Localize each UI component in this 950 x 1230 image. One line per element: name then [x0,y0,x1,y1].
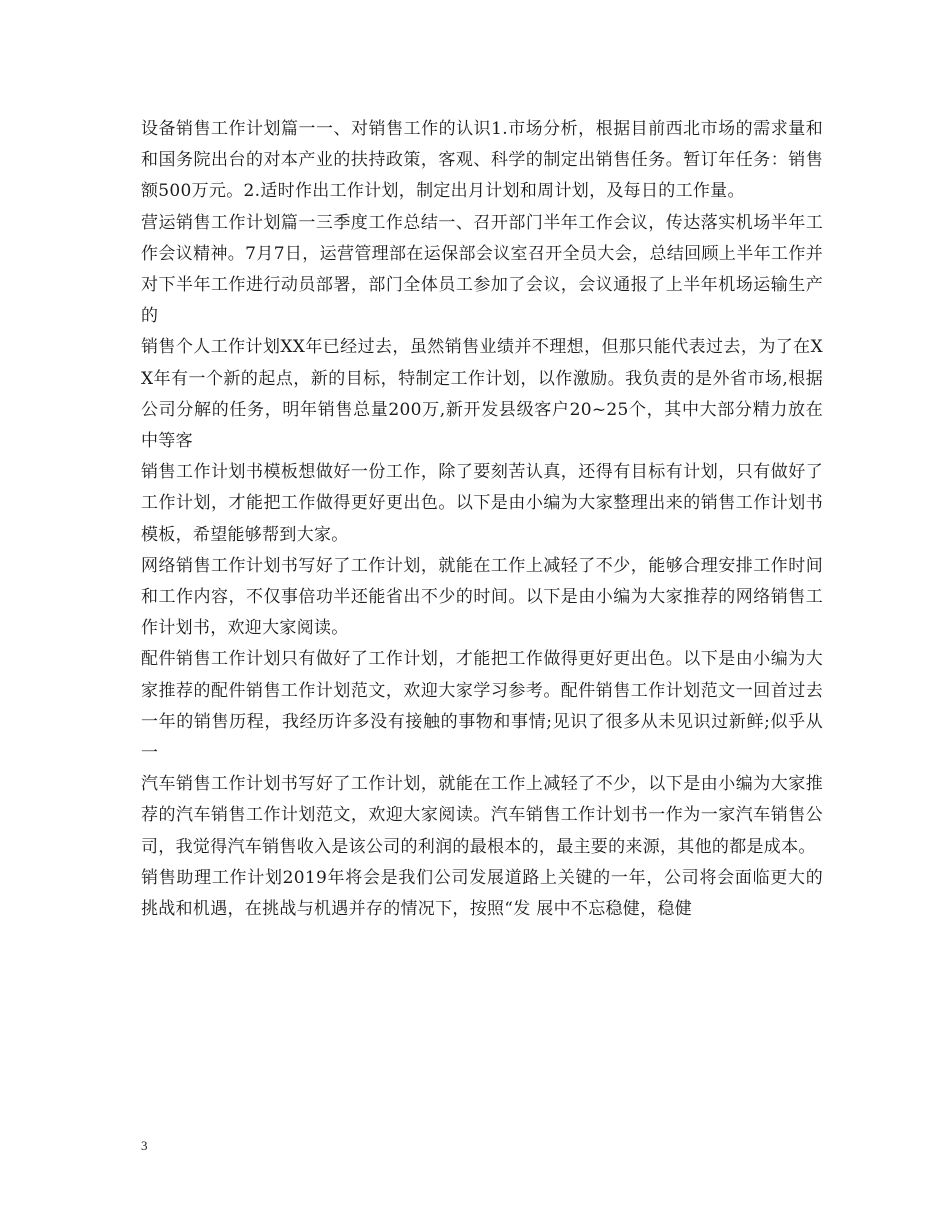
paragraph-personal-sales-plan: 销售个人工作计划XX年已经过去，虽然销售业绩并不理想，但那只能代表过去，为了在XX年有一个新的起点，新的目标，特制定工作计划，以作激励。我负责的是外省市场,根据公司分解的任务，明年销售总量200万,新开发县级客户20~25个，其中大部分精力放在中等客 [141,337,823,452]
page-number: 3 [141,1138,148,1153]
paragraph-auto-sales-plan: 汽车销售工作计划书写好了工作计划，就能在工作上减轻了不少，以下是由小编为大家推荐的汽车销售工作计划范文，欢迎大家阅读。汽车销售工作计划书一作为一家汽车销售公司，我觉得汽车销售收入是该公司的利润的最根本的，最主要的来源，其他的都是成本。 [141,774,823,857]
paragraph-operations-sales-plan: 营运销售工作计划篇一三季度工作总结一、召开部门半年工作会议，传达落实机场半年工作会议精神。7月7日，运营管理部在运保部会议室召开全员大会，总结回顾上半年工作并对下半年工作进行动员部署，部门全体员工参加了会议，会议通报了上半年机场运输生产的 [141,212,823,327]
document-body [141,114,823,925]
paragraph-sales-assistant-plan: 销售助理工作计划2019年将会是我们公司发展道路上关键的一年，公司将会面临更大的挑战和机遇，在挑战与机遇并存的情况下，按照“发 展中不忘稳健，稳健 [141,867,823,920]
paragraph-parts-sales-plan: 配件销售工作计划只有做好了工作计划，才能把工作做得更好更出色。以下是由小编为大家推荐的配件销售工作计划范文，欢迎大家学习参考。配件销售工作计划范文一回首过去一年的销售历程，我经历许多没有接触的事物和事情;见识了很多从未见识过新鲜;似乎从一 [141,649,823,764]
paragraph-equipment-sales-plan: 设备销售工作计划篇一一、对销售工作的认识1.市场分析，根据目前西北市场的需求量和和国务院出台的对本产业的扶持政策，客观、科学的制定出销售任务。暂订年任务：销售额500万元。2.适时作出工作计划，制定出月计划和周计划，及每日的工作量。 [141,119,823,202]
paragraph-sales-plan-template: 销售工作计划书模板想做好一份工作，除了要刻苦认真，还得有目标有计划，只有做好了工作计划，才能把工作做得更好更出色。以下是由小编为大家整理出来的销售工作计划书模板，希望能够帮到大家。 [141,462,823,545]
paragraph-online-sales-plan: 网络销售工作计划书写好了工作计划，就能在工作上减轻了不少，能够合理安排工作时间和工作内容，不仅事倍功半还能省出不少的时间。以下是由小编为大家推荐的网络销售工作计划书，欢迎大家阅读。 [141,555,823,639]
